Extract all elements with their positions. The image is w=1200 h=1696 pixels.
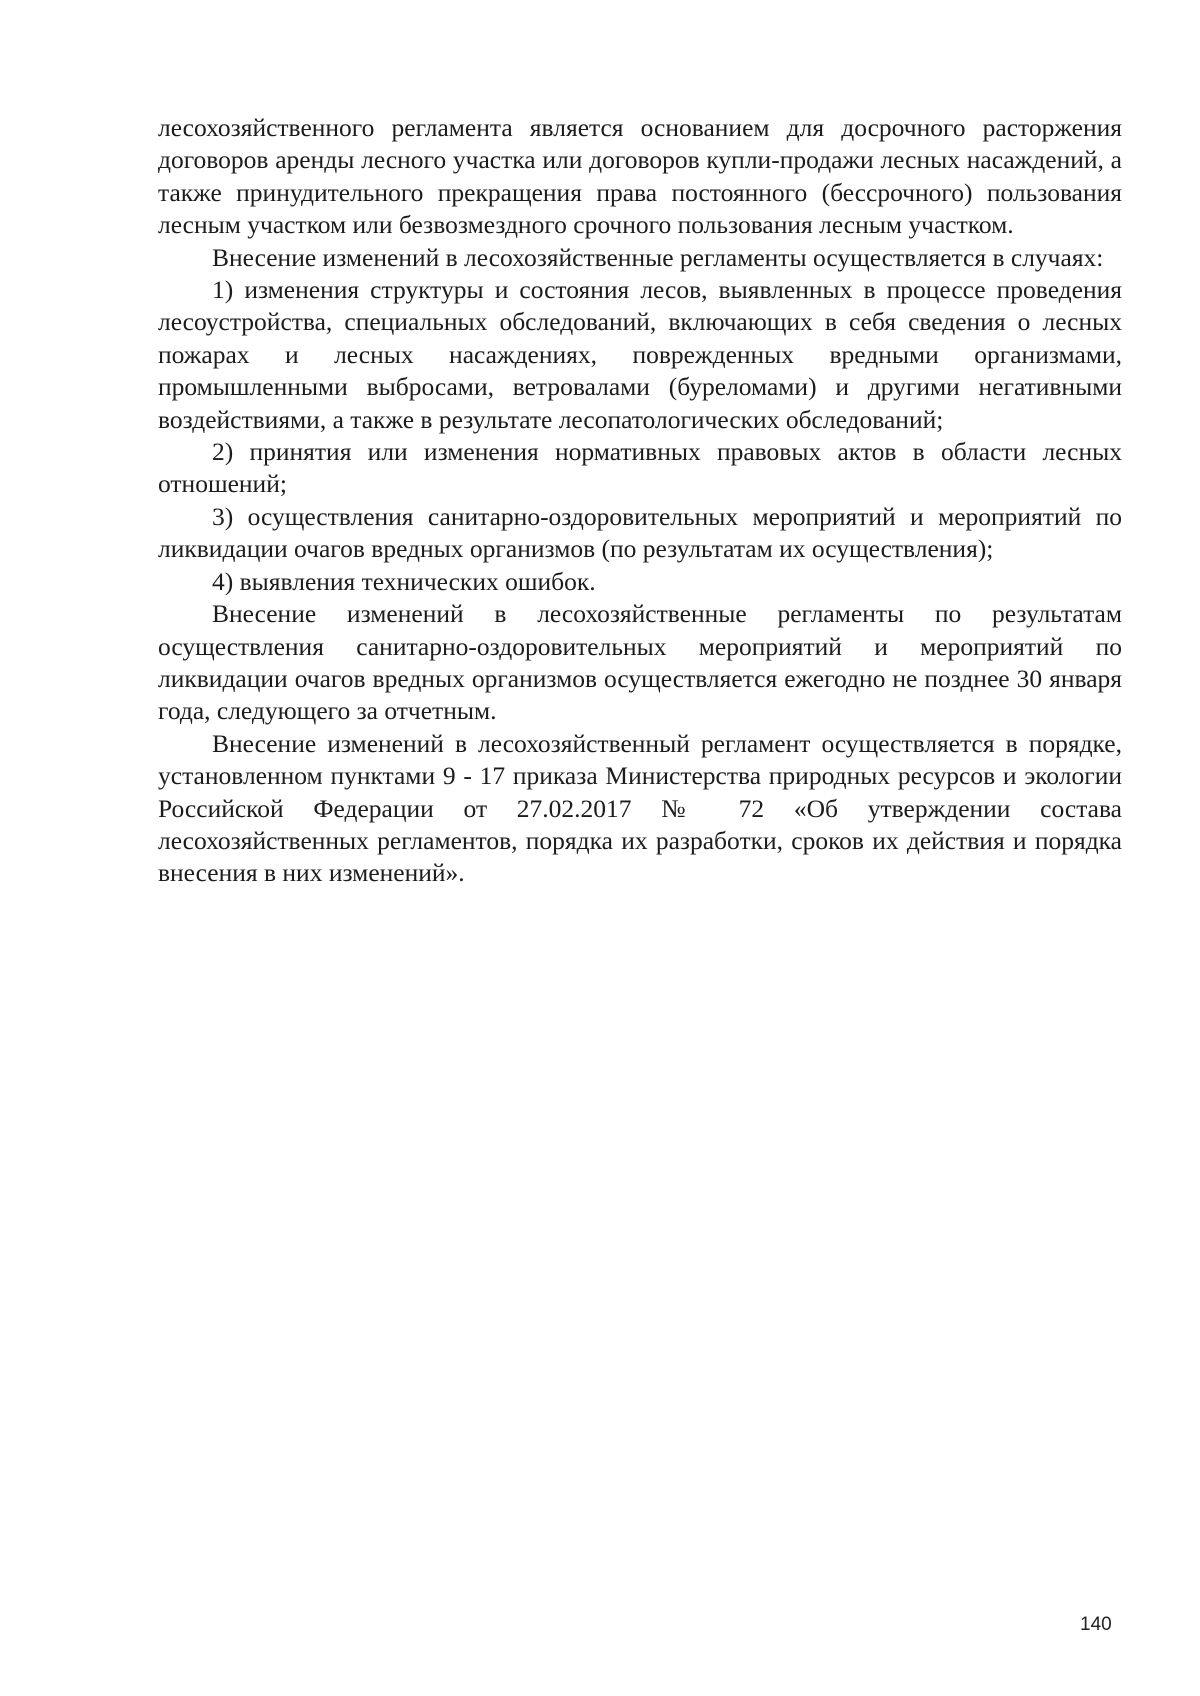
list-item-2: 2) принятия или изменения нормативных правовых актов в области лесных отношений; (158, 437, 1122, 499)
document-body (158, 112, 1122, 890)
paragraph-intro-changes: Внесение изменений в лесохозяйственные регламенты осуществляется в случаях: (212, 242, 1104, 272)
paragraph-procedure: Внесение изменений в лесохозяйственный регламент осуществляется в порядке, установленном пунктами 9 - 17 приказа Министерства природных ресурсов и экологии Российской Федерации от 27.02.2017 № 72 «Об утверждении состава лесохозяйственных регламентов, порядка их разработки, сроков их действия и порядка внесения в них изменений». (158, 728, 1122, 888)
list-item-3: 3) осуществления санитарно-оздоровительных мероприятий и мероприятий по ликвидации очагов вредных организмов (по результатам их осуществления); (158, 501, 1122, 564)
page-number: 140 (1080, 1614, 1112, 1635)
paragraph-annual-changes: Внесение изменений в лесохозяйственные регламенты по результатам осуществления санитарно-оздоровительных мероприятий и мероприятий по ликвидации очагов вредных организмов осуществляется ежегодно не позднее 30 января года, следующего за отчетным. (158, 599, 1122, 726)
list-item-4: 4) выявления технических ошибок. (212, 566, 596, 596)
list-item-1: 1) изменения структуры и состояния лесов, выявленных в процессе проведения лесоустройства, специальных обследований, включающих в себя сведения о лесных пожарах и лесных насаждениях, поврежденных вредными организмами, промышленными выбросами, ветровалами (буреломами) и другими негативными воздействиями, а также в результате лесопатологических обследований; (158, 275, 1122, 434)
paragraph-continuation: лесохозяйственного регламента является основанием для досрочного расторжения договоров аренды лесного участка или договоров купли-продажи лесных насаждений, а также принудительного прекращения права постоянного (бессрочного) пользования лесным участком или безвозмездного срочного пользования лесным участком. (158, 113, 1122, 240)
